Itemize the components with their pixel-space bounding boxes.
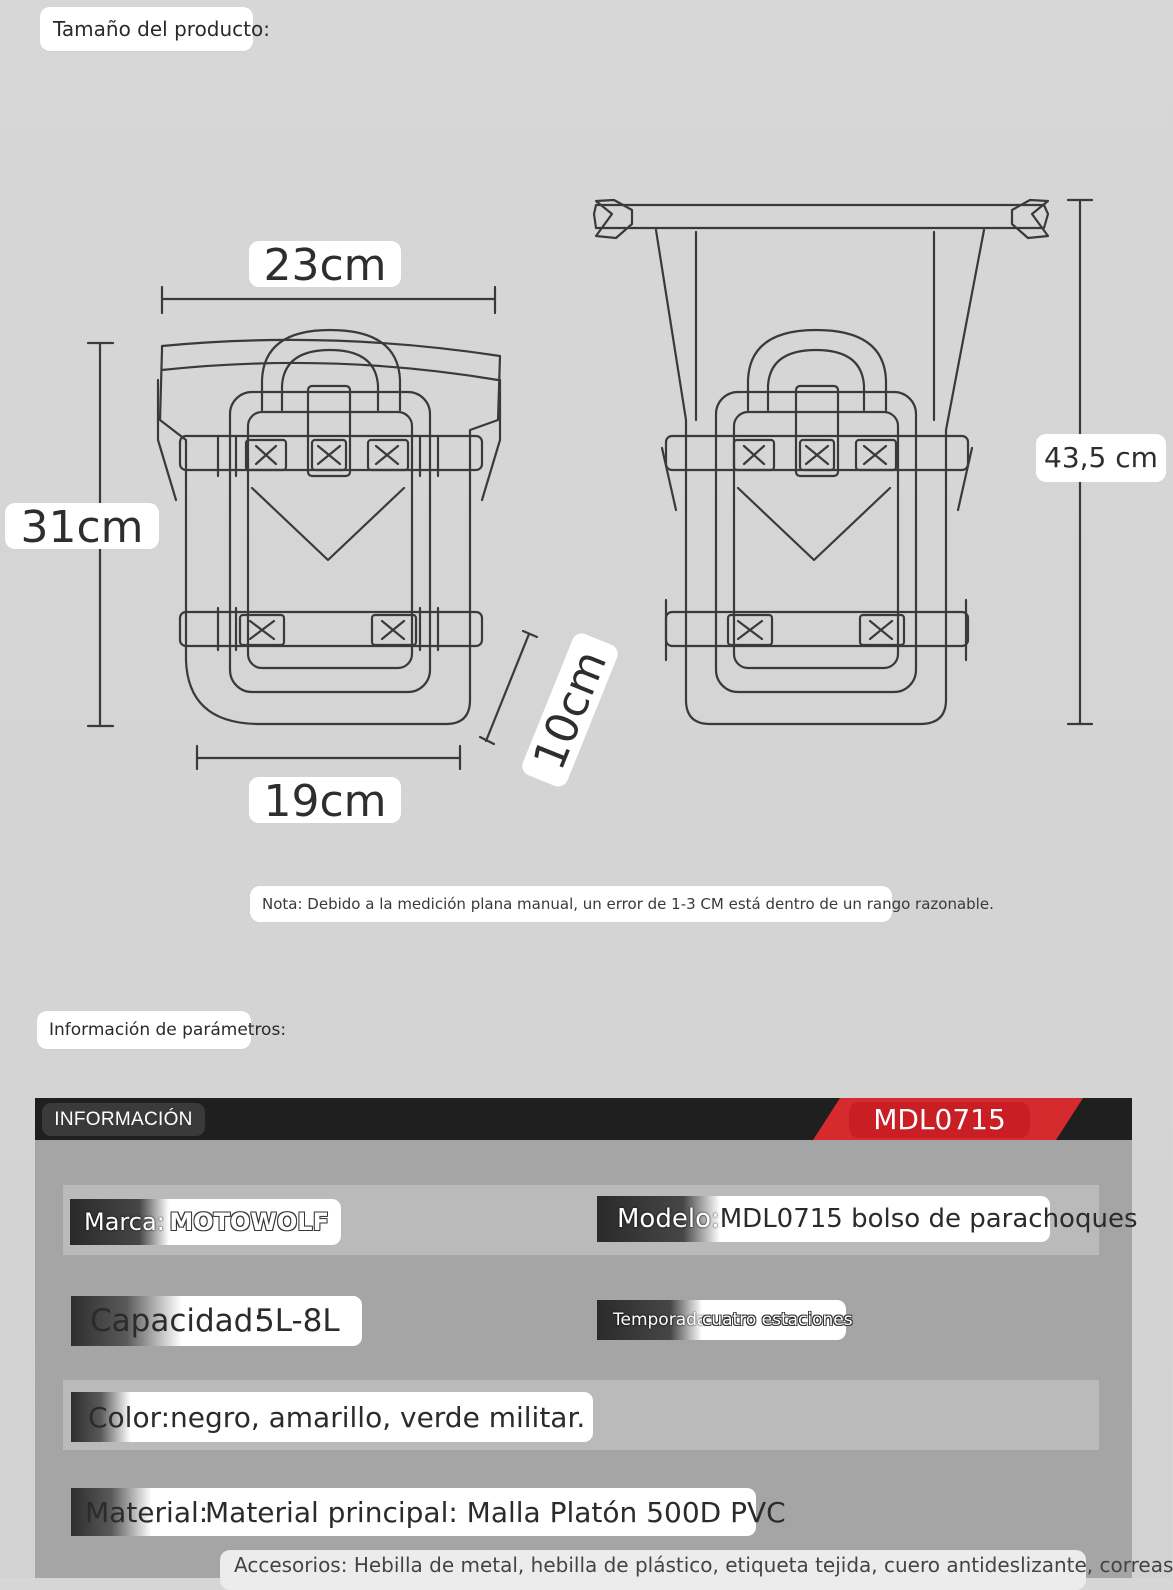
param-accessories-text: Accesorios: Hebilla de metal, hebilla de plástico, etiqueta tejida, cuero antideslizante, correas [234,1553,1173,1577]
info-panel [35,1098,1173,1578]
param-season [597,1300,853,1340]
width-top-value: 23cm [263,240,387,291]
info-header-tab-text: INFORMACIÓN [54,1109,193,1130]
param-season-value: cuatro estaciones [702,1310,853,1330]
param-brand-key: Marca: [70,1199,169,1245]
param-color [71,1392,593,1442]
param-model-value: MDL0715 bolso de parachoques [719,1204,1138,1234]
size-section-title-text: Tamaño del producto: [53,17,270,41]
param-material-value: Material principal: Malla Platón 500D PVC [205,1495,786,1529]
width-top-label [249,240,401,291]
param-season-key: Temporada: [597,1300,702,1340]
param-material [71,1488,786,1536]
info-header-bar [35,1098,1132,1140]
param-capacity [71,1296,362,1346]
depth-value: 10cm [523,643,618,777]
param-accessories [220,1550,1173,1590]
height-right-value: 43,5 cm [1044,441,1158,474]
info-header-model [849,1102,1030,1138]
param-color-value: negro, amarillo, verde militar. [170,1400,586,1434]
dimension-line-depth [480,631,537,744]
size-section-title [40,7,270,51]
params-section-title [37,1011,287,1049]
depth-label [519,631,620,790]
measurement-note-text: Nota: Debido a la medición plana manual, un error de 1-3 CM está dentro de un rango razonable. [262,895,994,913]
param-brand [70,1199,341,1245]
width-bottom-label [249,776,401,827]
param-material-key: Material: [71,1488,205,1536]
height-left-value: 31cm [20,502,144,553]
info-header-model-text: MDL0715 [873,1103,1006,1136]
param-model [597,1196,1138,1242]
measurement-note [250,886,994,922]
width-bottom-value: 19cm [263,776,387,827]
height-left-label [5,502,159,553]
height-right-label [1036,434,1166,482]
params-section-title-text: Información de parámetros: [49,1020,287,1040]
info-header-tab [42,1103,205,1136]
param-capacity-value: 5L-8L [255,1303,340,1339]
backpack-unrolled-drawing [594,200,1048,724]
backpack-rolled-drawing [158,330,500,724]
param-model-key: Modelo: [597,1196,720,1242]
param-capacity-key: Capacidad: [71,1296,255,1346]
dimension-line-bottom-width [197,746,460,769]
param-color-key: Color: [71,1392,170,1442]
param-brand-value: MOTOWOLF [169,1208,329,1236]
